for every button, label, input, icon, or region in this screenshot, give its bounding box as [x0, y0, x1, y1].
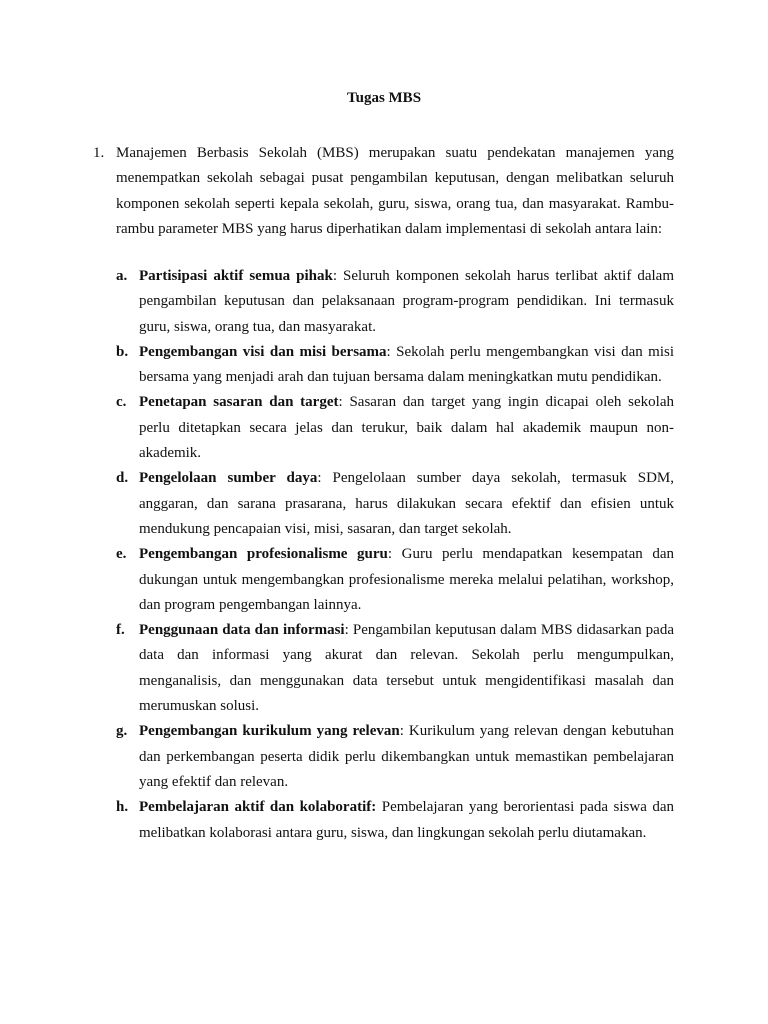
list-item	[116, 390, 674, 466]
item-term: Pengembangan kurikulum yang relevan	[139, 723, 400, 740]
item-term: Pengembangan visi dan misi bersama	[139, 343, 387, 360]
list-marker: c.	[116, 394, 127, 411]
item-description: : Sasaran dan target yang ingin dicapai oleh sekolah perlu ditetapkan secara jelas dan terukur, baik dalam hal akademik maupun non-akademik.	[139, 394, 674, 462]
item-description: Pembelajaran yang berorientasi pada siswa dan melibatkan kolaborasi antara guru, siswa, dan lingkungan sekolah perlu diutamakan.	[139, 799, 674, 841]
item-term: Penetapan sasaran dan target	[139, 394, 339, 411]
list-marker: g.	[116, 723, 128, 740]
item-term: Penggunaan data dan informasi	[139, 622, 345, 639]
item-term: Pengembangan profesionalisme guru	[139, 546, 388, 563]
item-term: Pengelolaan sumber daya	[139, 470, 318, 487]
list-item	[116, 795, 674, 846]
item-description: : Seluruh komponen sekolah harus terlibat aktif dalam pengambilan keputusan dan pelaksanaan program-program pendidikan. Ini termasuk guru, siswa, orang tua, dan masyarakat.	[139, 268, 674, 335]
item-description: : Pengambilan keputusan dalam MBS didasarkan pada data dan informasi yang akurat dan relevan. Sekolah perlu mengumpulkan, menganalisis, dan menggunakan data tersebut untuk mengidentifikasi masalah dan merumuskan solusi.	[139, 622, 674, 715]
item-description: : Kurikulum yang relevan dengan kebutuhan dan perkembangan peserta didik perlu dikembangkan untuk memastikan pembelajaran yang efektif dan relevan.	[139, 723, 674, 790]
question-number: 1.	[93, 145, 105, 161]
question-intro: Manajemen Berbasis Sekolah (MBS) merupakan suatu pendekatan manajemen yang menempatkan sekolah sebagai pusat pengambilan keputusan, dengan melibatkan seluruh komponen sekolah seperti kepala sekolah, guru, siswa, orang tua, dan masyarakat. Rambu-rambu parameter MBS yang harus diperhatikan dalam implementasi di sekolah antara lain:	[116, 145, 674, 237]
parameter-list	[116, 264, 674, 846]
item-description: : Guru perlu mendapatkan kesempatan dan dukungan untuk mengembangkan profesionalisme mereka melalui pelatihan, workshop, dan program pengembangan lainnya.	[139, 546, 674, 613]
list-marker: e.	[116, 546, 127, 563]
list-item	[116, 542, 674, 618]
list-marker: h.	[116, 799, 129, 816]
list-marker: a.	[116, 268, 128, 284]
document-title: Tugas MBS	[346, 90, 422, 106]
list-item	[116, 719, 674, 795]
list-marker: b.	[116, 343, 129, 360]
item-term: Pembelajaran aktif dan kolaboratif:	[139, 799, 377, 816]
item-description: : Sekolah perlu mengembangkan visi dan misi bersama yang menjadi arah dan tujuan bersama dalam meningkatkan mutu pendidikan.	[139, 343, 675, 386]
list-item	[116, 618, 674, 719]
list-marker: d.	[116, 470, 129, 487]
item-term: Partisipasi aktif semua pihak	[139, 268, 333, 284]
list-item	[116, 264, 674, 340]
list-item	[116, 340, 674, 391]
list-marker: f.	[116, 622, 125, 639]
list-item	[116, 466, 674, 542]
item-description: : Pengelolaan sumber daya sekolah, termasuk SDM, anggaran, dan sarana prasarana, harus dilakukan secara efektif dan efisien untuk mendukung pencapaian visi, misi, sasaran, dan target sekolah.	[139, 470, 674, 537]
